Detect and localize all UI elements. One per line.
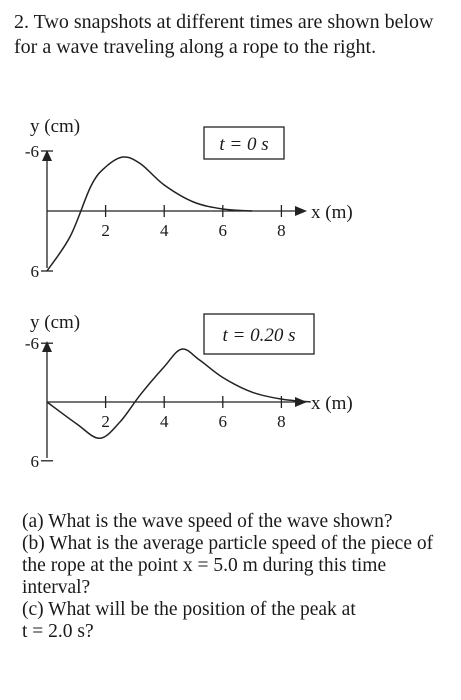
x-axis-label: x (m) — [311, 202, 353, 223]
wave-graph-t0 — [0, 108, 461, 298]
x-tick-label: 8 — [277, 221, 286, 240]
y-axis-label: y (cm) — [30, 116, 81, 137]
x-axis-label: x (m) — [311, 393, 353, 414]
wave-curve — [47, 157, 252, 271]
wave-curve — [47, 349, 311, 438]
x-tick-label: 2 — [101, 412, 110, 431]
x-tick-label: 6 — [218, 221, 228, 240]
question-c — [22, 599, 452, 643]
x-tick-label: 6 — [218, 412, 228, 431]
x-tick-label: 4 — [159, 412, 169, 431]
question-c-line1: (c) What will be the position of the peak at — [22, 599, 356, 620]
y-axis-label: y (cm) — [30, 312, 81, 333]
y-tick-label: -6 — [24, 334, 39, 354]
wave-graph-t020 — [0, 298, 461, 478]
y-tick-label: -6 — [24, 142, 39, 161]
question-a: (a) What is the wave speed of the wave shown? — [22, 511, 393, 532]
x-tick-label: 8 — [277, 412, 286, 431]
questions — [22, 511, 452, 643]
time-label: t = 0 s — [219, 134, 269, 155]
x-tick-label: 2 — [101, 221, 110, 240]
problem-statement: 2. Two snapshots at different times are shown below for a wave traveling along a rope to the right. — [14, 11, 434, 58]
question-b: (b) What is the average particle speed of the piece of the rope at the point x = 5.0 m during this time interval? — [22, 533, 434, 598]
question-c-line2: t = 2.0 s? — [22, 621, 94, 642]
x-tick-label: 4 — [159, 221, 169, 240]
y-tick-label: 6 — [30, 451, 39, 471]
time-label: t = 0.20 s — [222, 325, 296, 346]
x-axis-arrow — [295, 206, 307, 216]
y-tick-label: 6 — [30, 262, 39, 281]
